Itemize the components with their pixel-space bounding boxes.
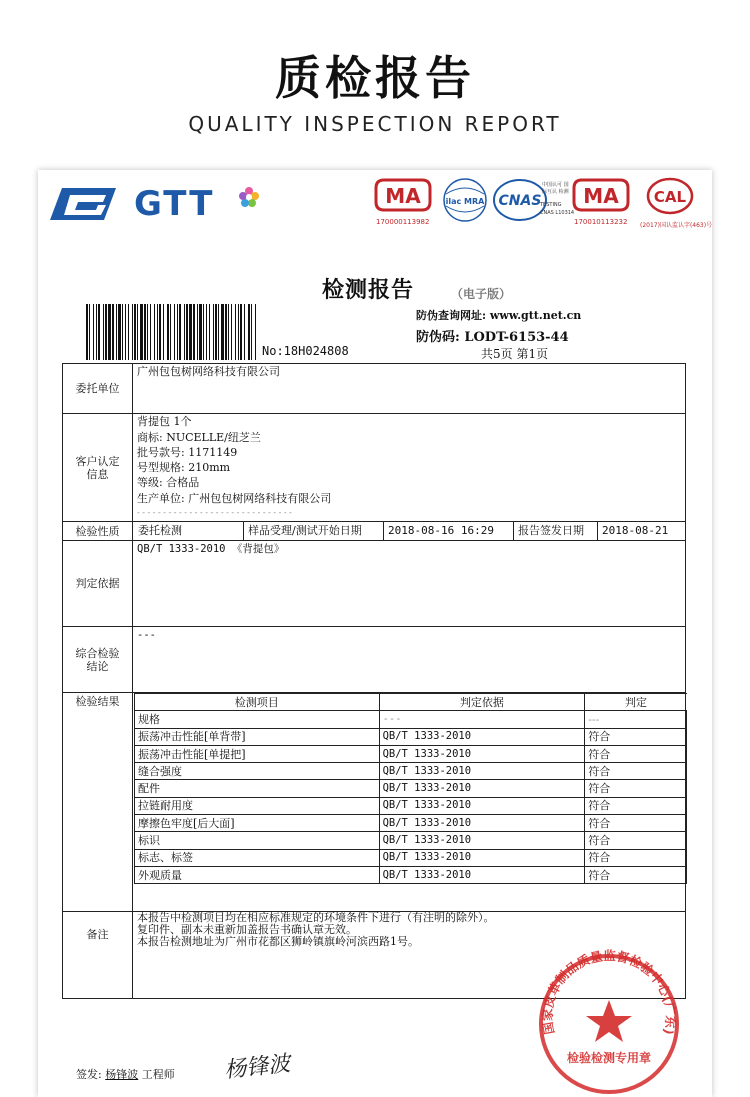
table-header-row bbox=[135, 694, 687, 711]
barcode-bar bbox=[197, 304, 198, 360]
row-standard: QB/T 1333-2010 bbox=[379, 745, 585, 762]
row-standard: QB/T 1333-2010 bbox=[379, 849, 585, 866]
row-verdict: 符合 bbox=[585, 832, 687, 849]
cma-logo-icon bbox=[374, 176, 432, 214]
cma-logo-2 bbox=[572, 176, 630, 226]
basis-label: 判定依据 bbox=[63, 541, 133, 626]
row-verdict: 符合 bbox=[585, 780, 687, 797]
cnas-logo bbox=[492, 176, 575, 232]
barcode-bar bbox=[215, 304, 217, 360]
results-label: 检验结果 bbox=[63, 693, 133, 911]
seal-bottom-text: 检验检测专用章 bbox=[566, 1051, 652, 1065]
table-row bbox=[135, 866, 687, 883]
row-item: 规格 bbox=[135, 711, 380, 728]
barcode-bar bbox=[105, 304, 107, 360]
barcode-icon bbox=[84, 304, 260, 360]
report-edition: （电子版） bbox=[451, 287, 512, 301]
barcode-bar bbox=[144, 304, 146, 360]
table-row bbox=[135, 763, 687, 780]
barcode-bar bbox=[147, 304, 148, 360]
col-header-verdict: 判定 bbox=[585, 694, 687, 711]
barcode-bar bbox=[179, 304, 181, 360]
barcode-bar bbox=[116, 304, 117, 360]
brand-name: GTT bbox=[134, 184, 215, 224]
gtt-logo bbox=[48, 184, 268, 224]
row-item: 配件 bbox=[135, 780, 380, 797]
table-row bbox=[135, 832, 687, 849]
table-row bbox=[135, 780, 687, 797]
note-line: 本报告检测地址为广州市花都区狮岭镇旗岭河滨西路1号。 bbox=[137, 935, 419, 948]
row-standard: QB/T 1333-2010 bbox=[379, 728, 585, 745]
barcode-bar bbox=[203, 304, 204, 360]
cma-logo-1 bbox=[374, 176, 432, 226]
barcode-bar bbox=[209, 304, 210, 360]
row-standard: QB/T 1333-2010 bbox=[379, 815, 585, 832]
basis-value: QB/T 1333-2010 《背提包》 bbox=[137, 543, 285, 555]
barcode-bar bbox=[177, 304, 178, 360]
row-item: 振荡冲击性能[单提把] bbox=[135, 745, 380, 762]
barcode-bar bbox=[235, 304, 236, 360]
anti-fake-url: 防伪查询网址: www.gtt.net.cn bbox=[416, 309, 582, 322]
flower-icon bbox=[238, 186, 260, 208]
row-verdict: 符合 bbox=[585, 763, 687, 780]
table-row bbox=[135, 745, 687, 762]
ilac-label: ilac MRA bbox=[445, 197, 485, 206]
barcode-bar bbox=[228, 304, 229, 360]
cert-logos bbox=[368, 176, 712, 236]
row-item: 标志、标签 bbox=[135, 849, 380, 866]
barcode-bar bbox=[89, 304, 90, 360]
row-item: 外观质量 bbox=[135, 866, 380, 883]
sample-line: 背提包 1个 bbox=[137, 415, 192, 428]
row-verdict: --- bbox=[585, 711, 687, 728]
row-item: 缝合强度 bbox=[135, 763, 380, 780]
barcode-bar bbox=[93, 304, 94, 360]
barcode-bar bbox=[240, 304, 242, 360]
barcode-bar bbox=[122, 304, 123, 360]
barcode-bar bbox=[199, 304, 202, 360]
conclusion-value: --- bbox=[137, 629, 156, 641]
row-item: 拉链耐用度 bbox=[135, 797, 380, 814]
cma-logo-icon bbox=[572, 176, 630, 214]
inspection-value: 委托检测 bbox=[134, 522, 244, 540]
barcode-bar bbox=[184, 304, 185, 360]
ilac-mra-icon bbox=[442, 176, 488, 228]
divider bbox=[63, 626, 685, 627]
client-value: 广州包包树网络科技有限公司 bbox=[137, 365, 280, 378]
barcode-bar bbox=[86, 304, 88, 360]
barcode-bar bbox=[221, 304, 224, 360]
row-standard: QB/T 1333-2010 bbox=[379, 832, 585, 849]
row-verdict: 符合 bbox=[585, 745, 687, 762]
barcode-bar bbox=[118, 304, 121, 360]
report-title: 检测报告 bbox=[322, 278, 415, 303]
cnas-number: CNAS L10314 bbox=[540, 210, 575, 216]
barcode-bar bbox=[225, 304, 227, 360]
table-row bbox=[135, 797, 687, 814]
row-item: 振荡冲击性能[单背带] bbox=[135, 728, 380, 745]
cnas-caption: 中国认可 国际互认 检测 bbox=[542, 182, 569, 195]
issued-value: 2018-08-21 bbox=[602, 524, 669, 537]
barcode-bar bbox=[154, 304, 155, 360]
sample-divider: - - - - - - - - - - - - - - - - - - - - - - - - - - - - - - bbox=[137, 508, 292, 517]
notes bbox=[137, 912, 677, 948]
barcode-bar bbox=[128, 304, 129, 360]
row-standard: QB/T 1333-2010 bbox=[379, 763, 585, 780]
cert-number-1: 170000113982 bbox=[376, 218, 430, 226]
barcode-bar bbox=[213, 304, 214, 360]
inspection-label: 检验性质 bbox=[63, 522, 133, 540]
banner-title: 质检报告 bbox=[275, 51, 475, 105]
table-row bbox=[135, 815, 687, 832]
notes-label: 备注 bbox=[63, 912, 133, 998]
barcode-bar bbox=[244, 304, 245, 360]
barcode-bar bbox=[103, 304, 104, 360]
barcode-bar bbox=[159, 304, 161, 360]
barcode-bar bbox=[132, 304, 133, 360]
cma-1-label: MA bbox=[385, 184, 421, 208]
table-row bbox=[135, 849, 687, 866]
cert-number-2: 170010113232 bbox=[574, 218, 628, 226]
barcode-bar bbox=[189, 304, 192, 360]
barcode-bar bbox=[140, 304, 143, 360]
barcode-bar bbox=[137, 304, 138, 360]
barcode-bar bbox=[248, 304, 250, 360]
sign-label: 签发: bbox=[76, 1068, 102, 1081]
anti-fake-code: 防伪码: LODT-6153-44 bbox=[416, 330, 569, 345]
row-standard: QB/T 1333-2010 bbox=[379, 797, 585, 814]
col-header-standard: 判定依据 bbox=[379, 694, 585, 711]
sample-label: 客户认定 信息 bbox=[63, 414, 133, 521]
cnas-label: CNAS bbox=[498, 193, 542, 209]
cnas-testing: TESTING bbox=[540, 202, 562, 208]
barcode-bar bbox=[134, 304, 136, 360]
official-seal-icon bbox=[534, 946, 684, 1096]
table-row bbox=[135, 728, 687, 745]
barcode-bar bbox=[186, 304, 188, 360]
row-verdict: 符合 bbox=[585, 728, 687, 745]
cert-number-cal: (2017)国认监认字(463)号 bbox=[640, 222, 712, 229]
report-paper bbox=[38, 170, 712, 1097]
signer-name: 杨锋波 bbox=[105, 1068, 139, 1081]
row-standard: QB/T 1333-2010 bbox=[379, 780, 585, 797]
barcode-bar bbox=[157, 304, 158, 360]
sample-line: 生产单位: 广州包包树网络科技有限公司 bbox=[137, 492, 332, 505]
barcode-bar bbox=[112, 304, 114, 360]
barcode-bar bbox=[255, 304, 256, 360]
conclusion-label: 综合检验 结论 bbox=[63, 627, 133, 692]
banner-subtitle: QUALITY INSPECTION REPORT bbox=[188, 112, 562, 136]
barcode-bar bbox=[150, 304, 151, 360]
barcode-bar bbox=[125, 304, 126, 360]
barcode-bar bbox=[231, 304, 232, 360]
issued-label: 报告签发日期 bbox=[514, 522, 598, 540]
row-verdict: 符合 bbox=[585, 866, 687, 883]
report-number: No:18H024808 bbox=[262, 344, 349, 358]
received-value: 2018-08-16 16:29 bbox=[384, 522, 514, 540]
barcode-bar bbox=[174, 304, 175, 360]
signer-line bbox=[76, 1066, 175, 1082]
barcode-bar bbox=[251, 304, 252, 360]
page-info: 共5页 第1页 bbox=[481, 347, 549, 361]
row-standard: QB/T 1333-2010 bbox=[379, 866, 585, 883]
cal-logo bbox=[640, 176, 712, 229]
results-table bbox=[134, 693, 687, 884]
client-label: 委托单位 bbox=[63, 364, 133, 413]
row-item: 摩擦色牢度[后大面] bbox=[135, 815, 380, 832]
received-label: 样品受理/测试开始日期 bbox=[244, 522, 384, 540]
sample-line: 批号款号: 1171149 bbox=[137, 446, 238, 459]
gtt-mark-icon bbox=[48, 186, 118, 224]
seal-ring-text: 国家皮革制品质量监督检验中心(广东) bbox=[539, 947, 679, 1037]
note-line: 复印件、副本未重新加盖报告书确认章无效。 bbox=[137, 923, 357, 936]
ilac-logo bbox=[442, 176, 488, 232]
barcode-bar bbox=[170, 304, 171, 360]
sample-line: 号型规格: 210mm bbox=[137, 461, 231, 474]
sample-line: 商标: NUCELLE/纽芝兰 bbox=[137, 431, 261, 444]
cma-2-label: MA bbox=[583, 184, 619, 208]
table-row bbox=[135, 711, 687, 728]
row-standard: --- bbox=[379, 711, 585, 728]
barcode-bar bbox=[206, 304, 207, 360]
barcode-bar bbox=[167, 304, 169, 360]
cal-icon bbox=[644, 176, 696, 216]
barcode-bar bbox=[193, 304, 195, 360]
barcode-bar bbox=[238, 304, 239, 360]
barcode-bar bbox=[96, 304, 97, 360]
barcode-bar bbox=[98, 304, 100, 360]
signer-title: 工程师 bbox=[141, 1068, 175, 1081]
sample-line: 等级: 合格品 bbox=[137, 476, 200, 489]
barcode-bar bbox=[218, 304, 219, 360]
note-line: 本报告中检测项目均在相应标准规定的环境条件下进行（有注明的除外）。 bbox=[137, 911, 495, 924]
col-header-item: 检测项目 bbox=[135, 694, 380, 711]
barcode-bar bbox=[108, 304, 111, 360]
row-verdict: 符合 bbox=[585, 815, 687, 832]
row-verdict: 符合 bbox=[585, 797, 687, 814]
cal-label: CAL bbox=[653, 188, 687, 206]
report-form bbox=[62, 363, 686, 999]
barcode-bar bbox=[163, 304, 164, 360]
handwritten-signature: 杨锋波 bbox=[223, 1051, 292, 1084]
row-item: 标识 bbox=[135, 832, 380, 849]
row-verdict: 符合 bbox=[585, 849, 687, 866]
